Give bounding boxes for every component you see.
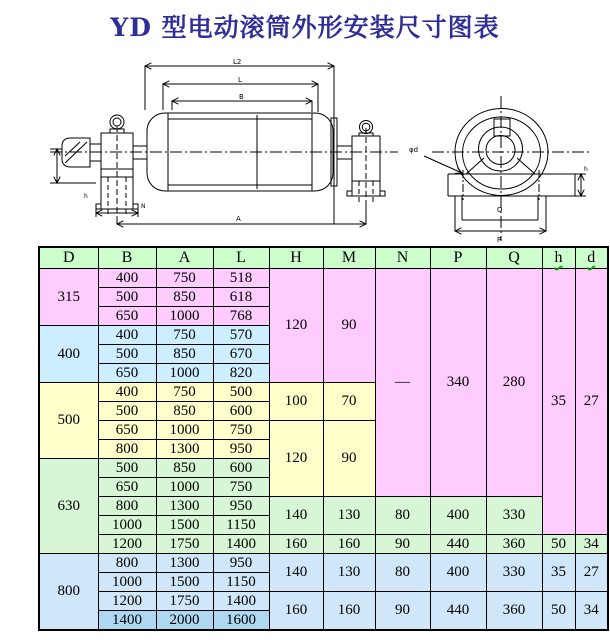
leader-label-phi-d: φd [409,146,419,154]
table-row [39,554,608,573]
cell-l: 1400 [213,535,269,554]
dim-label-p: P [497,236,502,244]
cell-m-merged: 130 [323,497,375,535]
dimension-table [38,246,609,631]
cell-h-merged: 140 [269,554,323,592]
col-header-Q: Q [486,247,542,269]
cell-b: 500 [98,288,156,307]
cell-a: 1300 [156,497,213,516]
dim-label-q: Q [497,206,503,214]
table-row [39,535,608,554]
cell-h-merged: 120 [269,269,323,383]
cell-l: 670 [213,345,269,364]
cell-a: 1500 [156,573,213,592]
col-header-L: L [213,247,269,269]
dim-label-h-left: h [84,193,88,200]
cell-a: 1000 [156,421,213,440]
cell-b: 500 [98,402,156,421]
cell-a: 1750 [156,592,213,611]
col-header-d: d [575,247,608,269]
cell-p-merged: 340 [430,269,486,497]
page-title: YD 型电动滚筒外形安装尺寸图表 [110,13,500,42]
cell-b: 500 [98,345,156,364]
cell-n-merged: 90 [375,592,430,631]
dim-label-n-left: N [141,203,146,210]
table-row [39,269,608,288]
cell-d-group: 400 [39,326,98,383]
cell-h-merged: 100 [269,383,323,421]
cell-a: 1000 [156,478,213,497]
cell-l: 1150 [213,573,269,592]
cell-m-merged: 90 [323,421,375,497]
cell-b: 500 [98,459,156,478]
cell-n-merged: 80 [375,554,430,592]
col-header-P: P [430,247,486,269]
cell-q-merged: 360 [486,592,542,631]
dim-label-l: L [238,76,242,84]
cell-h-merged: 140 [269,497,323,535]
cell-b: 400 [98,326,156,345]
cell-h2-merged: 50 [542,592,575,631]
cell-q-merged: 330 [486,554,542,592]
header-row [39,247,608,269]
cell-l: 618 [213,288,269,307]
cell-b: 1000 [98,516,156,535]
cell-d2-merged: 27 [575,269,608,535]
cell-q: 360 [486,535,542,554]
cell-m: 160 [323,535,375,554]
cell-l: 820 [213,364,269,383]
cell-l: 950 [213,497,269,516]
cell-m-merged: 90 [323,269,375,383]
cell-d2-merged: 27 [575,554,608,592]
cell-b: 650 [98,364,156,383]
cell-h-merged: 120 [269,421,323,497]
cell-d-group: 500 [39,383,98,459]
cell-d-group: 315 [39,269,98,326]
cell-p-merged: 400 [430,554,486,592]
cell-q-merged: 330 [486,497,542,535]
cell-m-merged: 130 [323,554,375,592]
cell-d2: 34 [575,535,608,554]
cell-b: 800 [98,497,156,516]
col-header-B: B [98,247,156,269]
table-row [39,592,608,611]
cell-b: 650 [98,478,156,497]
cell-a: 1300 [156,440,213,459]
col-header-D: D [39,247,98,269]
cell-l: 750 [213,478,269,497]
side-view [50,66,398,224]
cell-a: 850 [156,345,213,364]
dim-label-l2: L2 [233,58,242,66]
dim-label-a: A [236,215,241,223]
cell-q-merged: 280 [486,269,542,497]
cell-l: 500 [213,383,269,402]
cell-l: 1600 [213,611,269,631]
cell-b: 650 [98,307,156,326]
cell-l: 750 [213,421,269,440]
cell-b: 1000 [98,573,156,592]
dim-label-b: B [239,93,244,101]
cell-h2: 50 [542,535,575,554]
drawing-dimension-labels [84,58,588,244]
cell-b: 800 [98,440,156,459]
cell-a: 1750 [156,535,213,554]
cell-d-group: 800 [39,554,98,631]
cell-b: 1200 [98,535,156,554]
col-header-A: A [156,247,213,269]
col-header-M: M [323,247,375,269]
technical-drawing [0,46,610,246]
cell-a: 750 [156,383,213,402]
cell-m-merged: 160 [323,592,375,631]
cell-h2-merged: 35 [542,554,575,592]
cell-h-merged: 160 [269,592,323,631]
cell-n-merged: — [375,269,430,497]
table-row [39,497,608,516]
cell-l: 950 [213,554,269,573]
cell-a: 1000 [156,364,213,383]
cell-b: 1200 [98,592,156,611]
cell-a: 1000 [156,307,213,326]
cell-p-merged: 440 [430,592,486,631]
cell-b: 400 [98,383,156,402]
cell-a: 1500 [156,516,213,535]
cell-l: 600 [213,459,269,478]
cell-b: 800 [98,554,156,573]
dim-label-h-right: h [584,166,588,173]
cell-a: 2000 [156,611,213,631]
cell-n: 90 [375,535,430,554]
col-header-h: h [542,247,575,269]
cell-n-merged: 80 [375,497,430,535]
cell-a: 850 [156,402,213,421]
col-header-N: N [375,247,430,269]
col-header-H: H [269,247,323,269]
cell-h: 160 [269,535,323,554]
cell-l: 768 [213,307,269,326]
cell-l: 570 [213,326,269,345]
cell-a: 850 [156,459,213,478]
cell-h2-merged: 35 [542,269,575,535]
cell-p-merged: 400 [430,497,486,535]
cell-b: 400 [98,269,156,288]
cell-b: 650 [98,421,156,440]
cell-l: 518 [213,269,269,288]
cell-d-group: 630 [39,459,98,554]
cell-a: 1300 [156,554,213,573]
cell-p: 440 [430,535,486,554]
cell-a: 850 [156,288,213,307]
cell-l: 1150 [213,516,269,535]
cell-m-merged: 70 [323,383,375,421]
cell-l: 600 [213,402,269,421]
cell-l: 950 [213,440,269,459]
cell-b: 1400 [98,611,156,631]
cell-a: 750 [156,326,213,345]
end-view [424,96,592,241]
cell-l: 1400 [213,592,269,611]
cell-d2-merged: 34 [575,592,608,631]
cell-a: 750 [156,269,213,288]
